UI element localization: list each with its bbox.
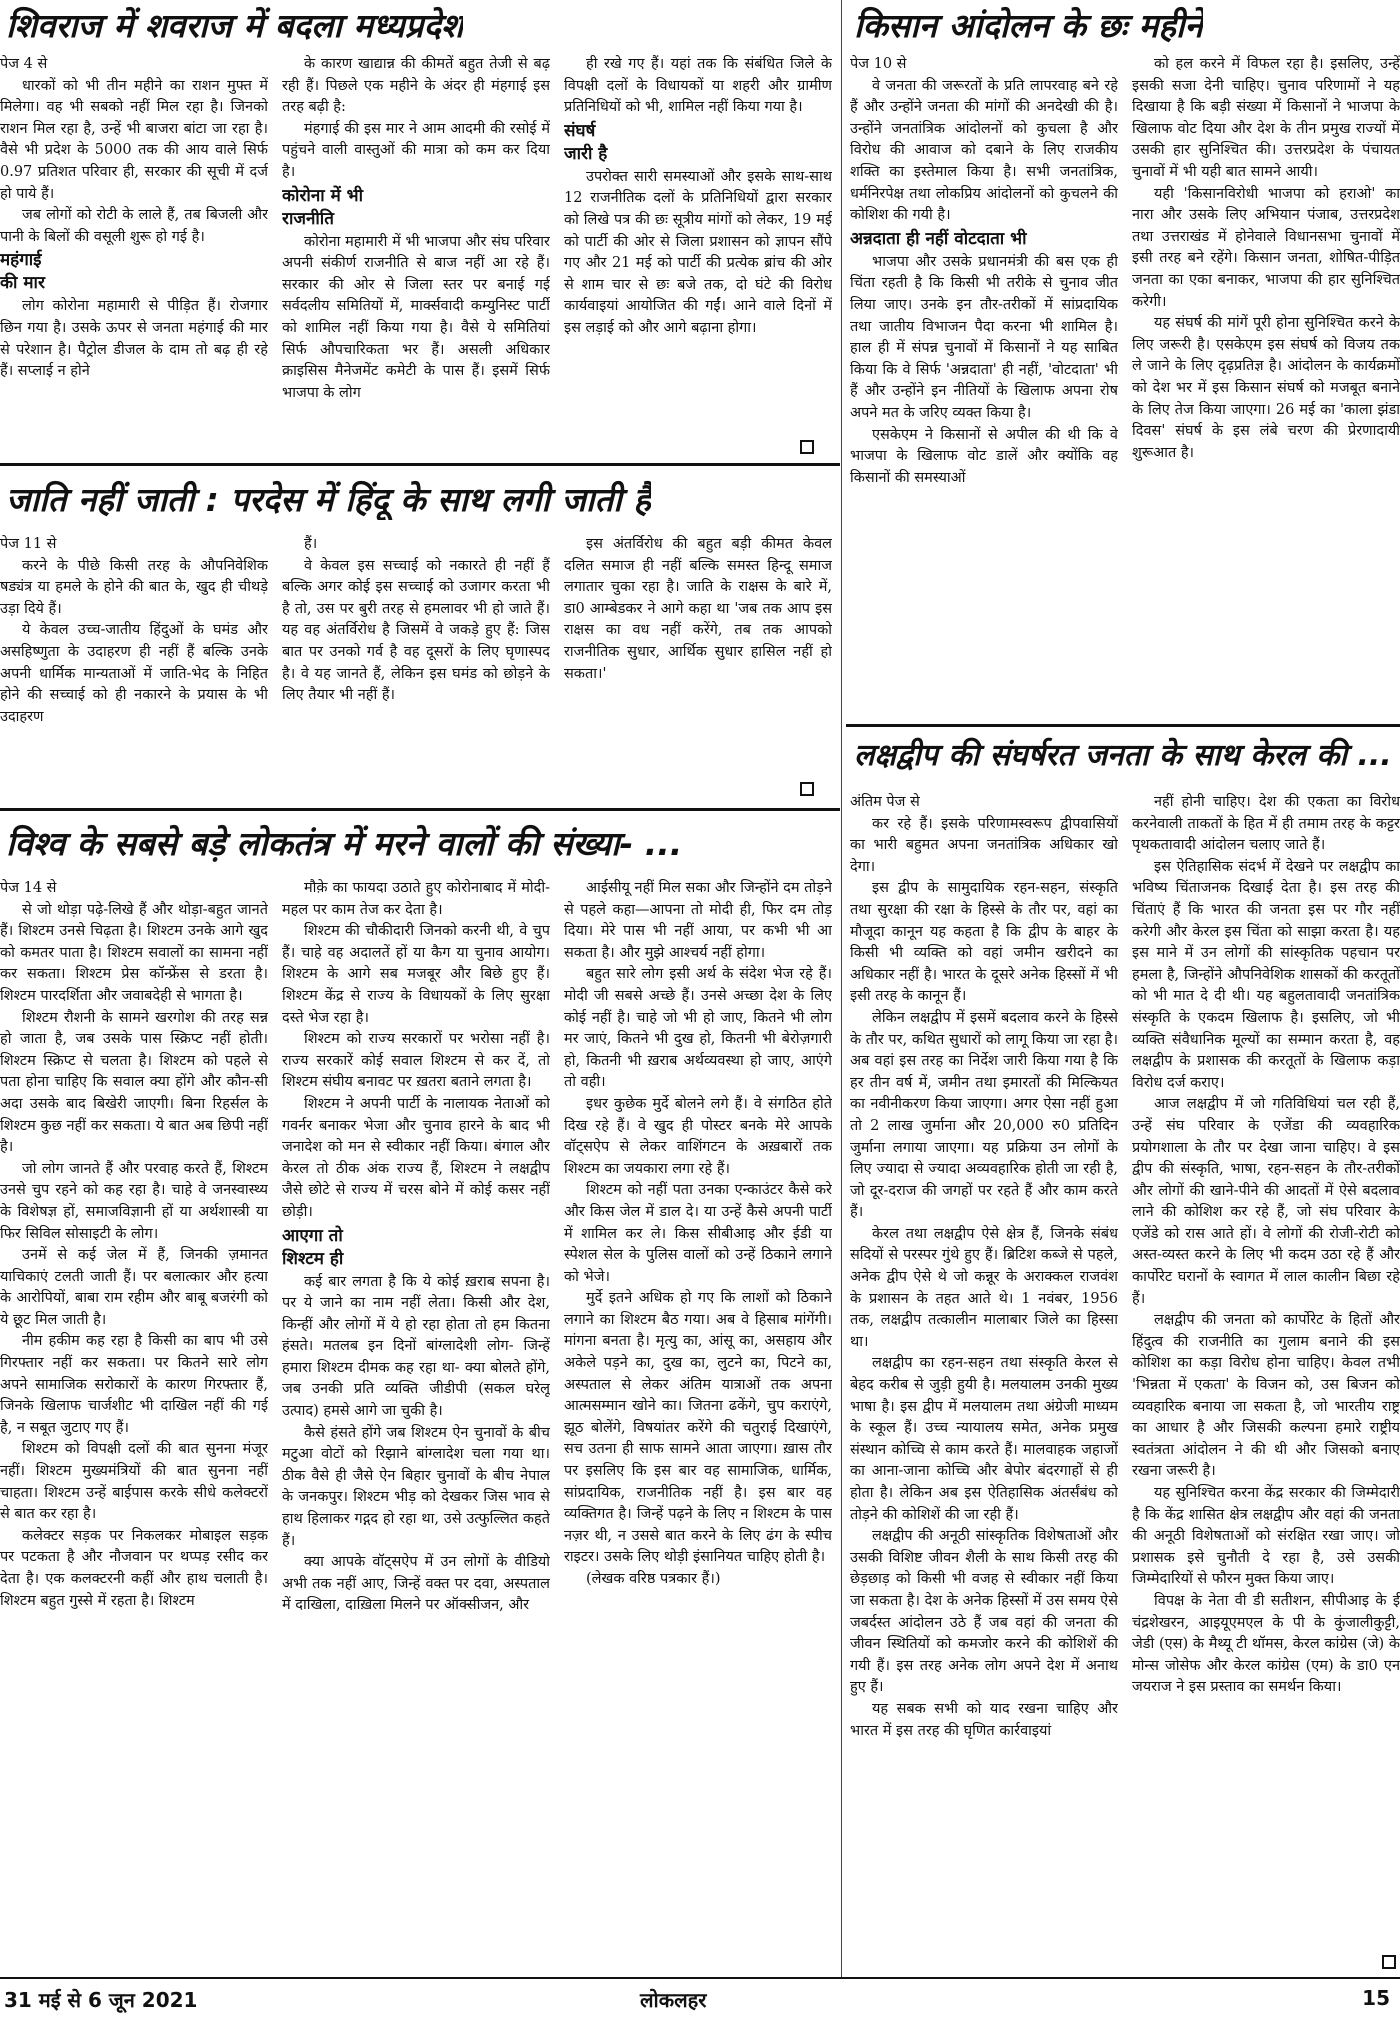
paragraph: बहुत सारे लोग इसी अर्थ के संदेश भेज रहे हैं। मोदी जी सबसे अच्छे हैं। उनसे अच्छा देश के लिए कोई नहीं है। चाहे जो भी हो जाए, कितने भी लोग मर जाएं, कितने भी दुख हो, कितनी भी बेरोज़गारी हो, कितनी भी ख़राब अर्थव्यवस्था हो जाए, आएंगे तो वही। [564, 966, 832, 1091]
paragraph: जो लोग जानते हैं और परवाह करते हैं, शिश्टम उनसे चुप रहने को कह रहा है। चाहे वे जनस्वास्थ्य के विशेषज्ञ हों, समाजविज्ञानी हों या अर्थशास्त्री या फिर सिविल सोसाइटी के लोग। [0, 1160, 268, 1242]
text-column [0, 534, 268, 802]
paragraph: शिश्टम रौशनी के सामने खरगोश की तरह सन्न हो जाता है, जब उसके पास स्क्रिप्ट नहीं होती। शिश्टम स्क्रिप्ट से चलता है। शिश्टम को पहले से पता होना चाहिए कि सवाल क्या होंगे और कौन-सी अदा उसके बाद बिखेरी जाएगी। बिना रिहर्सल के शिश्टम कुछ नहीं कर सकता। ये बात अब छिपी नहीं है। [0, 1009, 268, 1156]
paragraph: एसकेएम ने किसानों से अपील की थी कि वे भाजपा के खिलाफ वोट डालें और क्योंकि वह किसानों की समस्याओं [850, 426, 1118, 486]
subheading: संघर्ष [564, 120, 596, 141]
paragraph: विपक्ष के नेता वी डी सतीशन, सीपीआइ के ई चंद्रशेखरन, आइयूएमएल के पी के कुंजालीकुट्टी, जेडी (एस) के मैथ्यू टी थॉमस, केरल कांग्रेस (जे) के मोन्स जोसेफ और केरल कांग्रेस (एम) के डा0 एन जयराज ने इस प्रस्ताव का समर्थन किया। [1132, 1592, 1400, 1696]
paragraph: मुर्दे इतने अधिक हो गए कि लाशों को ठिकाने लगाने का शिश्टम बैठ गया। अब वे हिसाब मांगेंगी। मांगना बनता है। मृत्यु का, आंसू का, असहाय और अकेले पड़ने का, दुख का, लुटने का, पिटने का, अस्पताल से लेकर अंतिम यात्राओं तक अपना आत्मसम्मान खोने का। जितना ढकेंगे, चुप कराएंगे, झूठ बोलेंगे, विषयांतर करेंगे की चतुराई दिखाएंगे, सच उतना ही साफ सामने आता जाएगा। ख़ास तौर पर इसलिए कि इस बार वह सामाजिक, धार्मिक, सांप्रदायिक, राजनीतिक नहीं है। इस बार वह व्यक्तिगत है। जिन्हें पढ़ने के लिए न शिश्टम के पास नज़र थी, न उससे बात करने के लिए ढंग के स्पीच राइटर। उसके लिए थोड़ी इंसानियत चाहिए होती है। [564, 1290, 832, 1566]
paragraph: धारकों को भी तीन महीने का राशन मुफ्त में मिलेगा। वह भी सबको नहीं मिल रहा है। जिनको राशन मिल रहा है, उन्हें भी बाजरा बांटा जा रहा है। वैसे भी प्रदेश के 5000 तक की आय वाले सिर्फ 0.97 प्रतिशत परिवार ही, सरकार की सूची में दर्ज हो पाये हैं। [0, 77, 268, 202]
paragraph: शिश्टम को विपक्षी दलों की बात सुनना मंजूर नहीं। शिश्टम मुख्यमंत्रियों की बात सुनना नहीं चाहता। शिश्टम उन्हें बाईपास करके सीधे कलेक्टरों से बात कर रहा है। [0, 1441, 268, 1523]
text-column [282, 878, 550, 1978]
text-column [0, 54, 268, 458]
paragraph: यह सबक सभी को याद रखना चाहिए और भारत में इस तरह की घृणित कार्रवाइयां [850, 1700, 1118, 1739]
paragraph: कई बार लगता है कि ये कोई ख़राब सपना है। पर ये जाने का नाम नहीं लेता। किसी और देश, किन्हीं और लोगों में ये हो रहा होता तो हम कितना हंसते। मतलब इन दिनों बांग्लादेशी लोग- जिन्हें हमारा शिश्टम दीमक कह रहा था- क्या बोलते होंगे, जब उनकी प्रति व्यक्ति जीडीपी (सकल घरेलू उत्पाद) हमसे आगे जा चुकी है। [282, 1273, 550, 1420]
subheading: शिश्टम ही [282, 1248, 344, 1269]
text-column [282, 54, 550, 458]
article-body [0, 534, 832, 802]
paragraph: पेज 14 से [0, 880, 57, 896]
paragraph: शिश्टम की चौकीदारी जिनको करनी थी, वे चुप हैं। चाहे वह अदालतें हों या कैग या चुनाव आयोग। शिश्टम के आगे सब मजबूर और बिछे हुए हैं। शिश्टम केंद्र से राज्य के विधायकों के लिए सुरक्षा दस्ते भेज रहा है। [282, 923, 550, 1026]
paragraph: लक्षद्वीप का रहन-सहन तथा संस्कृति केरल से बेहद करीब से जुड़ी हुयी है। मलयालम उनकी मुख्य भाषा है। इस द्वीप में मलयालम तथा अंग्रेजी माध्यम के स्कूल हैं। उच्च न्यायालय समेत, अनेक प्रमुख संस्थान कोच्चि से काम करते हैं। मालवाहक जहाजों का आना-जाना कोच्चि और बेपोर बंदरगाहों से ही होता है। लेकिन अब इस ऐतिहासिक अंतर्संबंध को तोड़ने की कोशिशें की जा रही हैं। [850, 1355, 1118, 1523]
article-headline: लक्षद्वीप की संघर्षरत जनता के साथ केरल की ... [854, 738, 1392, 773]
paragraph: कर रहे हैं। इसके परिणामस्वरूप द्वीपवासियों का भारी बहुमत अपना जनतांत्रिक अधिकार खो देगा। [850, 815, 1118, 875]
page-footer [0, 1978, 1400, 2018]
article-lakshadweep [850, 730, 1400, 1978]
paragraph: आईसीयू नहीं मिल सका और जिन्होंने दम तोड़ने से पहले कहा—आपना तो मोदी ही, फिर दम तोड़ दिया। मेरे पास भी नहीं आया, पर कभी भी आ सकता है। और मुझे आश्चर्य नहीं होगा। [564, 880, 832, 961]
paragraph: मंहगाई की इस मार ने आम आदमी की रसोई में पहुंचने वाली वास्तुओं की मात्रा को कम कर दिया है। [282, 120, 550, 180]
issue-date: 31 मई से 6 जून 2021 [4, 1988, 198, 2012]
paragraph: क्या आपके वॉट्सऐप में उन लोगों के वीडियो अभी तक नहीं आए, जिन्हें वक्त पर दवा, अस्पताल में दाखिला, दाख़िला मिलने पर ऑक्सीजन, और [282, 1554, 550, 1614]
text-column [0, 878, 268, 1978]
paragraph: केरल तथा लक्षद्वीप ऐसे क्षेत्र हैं, जिनके संबंध सदियों से परस्पर गुंथे हुए हैं। ब्रिटिश कब्जे से पहले, अनेक द्वीप ऐसे थे जो कन्नूर के अराक्कल राजवंश के प्रशासन के तहत आते थे। 1 नवंबर, 1956 तक, लक्षद्वीप तत्कालीन मालाबार जिले का हिस्सा था। [850, 1225, 1118, 1350]
paragraph: लक्षद्वीप की अनूठी सांस्कृतिक विशेषताओं और उसकी विशिष्ट जीवन शैली के साथ किसी तरह की छेड़छाड़ को किसी भी वजह से स्वीकार नहीं किया जा सकता है। देश के अनेक हिस्सों में उस समय ऐसे जबर्दस्त आंदोलन उठे हैं जब वहां की जनता की जीवन स्थितियों को कमजोर करने की कोशिशें की गयी हैं। इस तरह अनेक लोग अपने देश में अनाथ हुए हैं। [850, 1528, 1118, 1696]
paragraph: कोरोना महामारी में भी भाजपा और संघ परिवार अपनी संकीर्ण राजनीति से बाज नहीं आ रहे हैं। सरकार की ओर से जिला स्तर पर बनाई गई सर्वदलीय समितियों में, मार्क्सवादी कम्युनिस्ट पार्टी को शामिल नहीं किया गया है। वैसे ये समितियां सिर्फ औपचारिकता भर हैं। असली अधिकार क्राइसिस मैनेजमेंट कमेटी के पास हैं। इसमें सिर्फ भाजपा के लोग [282, 233, 550, 401]
paragraph: भाजपा और उसके प्रधानमंत्री की बस एक ही चिंता रहती है कि किसी भी तरीके से चुनाव जीत लिया जाए। उनके इन तौर-तरीकों में सांप्रदायिक तथा जातीय विभाजन पैदा करना भी शामिल है। हाल ही में संपन्न चुनावों में किसानों ने यह साबित किया कि वे सिर्फ 'अन्नदाता' ही नहीं, 'वोटदाता' भी हैं और उन्होंने इन नीतियों के खिलाफ अपना रोष अपने मत के जरिए व्यक्त किया है। [850, 253, 1118, 421]
paragraph: मौक़े का फायदा उठाते हुए कोरोनाबाद में मोदी-महल पर काम तेज कर देता है। [282, 880, 550, 918]
paragraph: नीम हकीम कह रहा है किसी का बाप भी उसे गिरफ्तार नहीं कर सकता। पर कितने सारे लोग अपने सामाजिक सरोकारों के कारण गिरफ्तार हैं, जिनके खिलाफ चार्जशीट भी दाखिल नहीं की गई है, न सबूत जुटाए गए हैं। [0, 1333, 268, 1436]
article-headline: जाति नहीं जाती : परदेस में हिंदू के साथ लगी जाती है [6, 480, 651, 519]
paragraph: वे जनता की जरूरतों के प्रति लापरवाह बने रहे हैं और उन्होंने जनता की मांगों की अनदेखी की है। उन्होंने जनतांत्रिक आंदोलनों को कुचला है और विरोध की आवाज को दबाने के लिए राजकीय शक्ति का इस्तेमाल किया है। सभी जनतांत्रिक, धर्मनिरपेक्ष तथा लोकप्रिय आंदोलनों को कुचलने की कोशिश की गयी है। [850, 77, 1118, 224]
paragraph: लेकिन लक्षद्वीप में इसमें बदलाव करने के हिस्से के तौर पर, कथित सुधारों को लागू किया जा रहा है। अब वहां इस तरह का निर्देश जारी किया गया है कि हर तीन वर्ष में, जमीन तथा इमारतों की मिल्कियत का नवीनीकरण किया जाएगा। अगर ऐसा नहीं हुआ तो 2 लाख जुर्माना और 20,000 रु0 प्रतिदिन जुर्माना लगाया जाएगा। यह प्रक्रिया उन लोगों के लिए ज्यादा से ज्यादा अव्यवहारिक होती जा रही है, जो दूर-दराज की जगहों पर रहते हैं और काम करते हैं। [850, 1009, 1118, 1221]
text-column [564, 534, 832, 802]
paragraph: उपरोक्त सारी समस्याओं और इसके साथ-साथ 12 राजनीतिक दलों के प्रतिनिधियों द्वारा सरकार को लिखे पत्र की छः सूत्रीय मांगों को लेकर, 19 मई को पार्टी की ओर से जिला प्रशासन को ज्ञापन सौंपे गए और 21 मई को पार्टी की प्रत्येक ब्रांच की ओर से शाम चार से छः बजे तक, दो घंटे की विरोध कार्यवाइयां आयोजित की गईं। आने वाले दिनों में इस लड़ाई को और आगे बढ़ाना होगा। [564, 168, 832, 336]
subheading: कोरोना में भी [282, 185, 364, 206]
article-kisan [850, 6, 1400, 721]
paragraph: नहीं होनी चाहिए। देश की एकता का विरोध करनेवाली ताकतों के हित में ही तमाम तरह के कट्टर पृथकतावादी आंदोलन चलाए जाते हैं। [1132, 794, 1400, 854]
text-column [850, 792, 1118, 1978]
paragraph: यह सुनिश्चित करना केंद्र सरकार की जिम्मेदारी है कि केंद्र शासित क्षेत्र लक्षद्वीप और वहां की जनता की अनूठी विशेषताओं को संरक्षित रखा जाए। जो प्रशासक इसे चुनौती दे रहा है, उसे उसकी जिम्मेदारियों से फौरन मुक्त किया जाए। [1132, 1485, 1400, 1588]
section-divider [0, 808, 840, 811]
paragraph: वे केवल इस सच्चाई को नकारते ही नहीं हैं बल्कि अगर कोई इस सच्चाई को उजागर करता भी है तो, उस पर बुरी तरह से हमलावर भी हो जाते हैं। यह वह अंतर्विरोध है जिसमें वे जकड़े हुए हैं: जिस बात पर उनको गर्व है वह दूसरों के लिए घृणास्पद है। वे यह जानते हैं, लेकिन इस घमंड को छोड़ने के लिए तैयार भी नहीं हैं। [282, 557, 550, 704]
paragraph: जब लोगों को रोटी के लाले हैं, तब बिजली और पानी के बिलों की वसूली शुरू हो गई है। [0, 207, 268, 245]
paragraph: लोग कोरोना महामारी से पीड़ित हैं। रोजगार छिन गया है। उसके ऊपर से जनता महंगाई की मार से परेशान है। पैट्रोल डीजल के दाम तो बढ़ ही रहे हैं। सप्लाई न होने [0, 298, 268, 380]
paragraph: कलेक्टर सड़क पर निकलकर मोबाइल सड़क पर पटकता है और नौजवान पर थप्पड़ रसीद कर देता है। एक कलक्टरनी कहीं और हाथ चलाती है। शिश्टम बहुत गुस्से में रहता है। शिश्टम [0, 1527, 268, 1609]
article-body [0, 54, 832, 458]
text-column [282, 534, 550, 802]
paragraph: को हल करने में विफल रहा है। इसलिए, उन्हें इसकी सजा देनी चाहिए। चुनाव परिणामों ने यह दिखाया है कि बड़ी संख्या में किसानों ने भाजपा के खिलाफ वोट दिया और देश के तीन प्रमुख राज्यों में उसकी हार सुनिश्चित की। उत्तरप्रदेश के पंचायत चुनावों में भी यही बात सामने आयी। [1132, 56, 1400, 180]
subheading: अन्नदाता ही नहीं वोटदाता भी [850, 228, 1027, 249]
text-column [564, 54, 832, 458]
paragraph: पेज 4 से [0, 56, 48, 72]
page-number: 15 [1362, 1986, 1390, 2010]
subheading: महंगाई [0, 250, 42, 271]
paragraph: पेज 11 से [0, 536, 57, 552]
text-column [1132, 792, 1400, 1978]
article-body [850, 792, 1400, 1978]
subheading: की मार [0, 273, 45, 294]
paragraph: करने के पीछे किसी तरह के औपनिवेशिक षड्यंत्र या हमले के होने की बात के, खुद ही चीथड़े उड़ा दिये हैं। [0, 557, 268, 617]
paragraph: हैं। [304, 536, 318, 552]
paragraph: इस ऐतिहासिक संदर्भ में देखने पर लक्षद्वीप का भविष्य चिंताजनक दिखाई देता है। इस तरह की चिंताएं हैं कि भारत की जनता इस पर गौर नहीं करेगी और केरल इस चिंता को साझा करता है। यह इस माने में उन लोगों की सांस्कृतिक पहचान पर हमला है, जिन्होंने औपनिवेशिक शासकों की करतूतों को भी मात दे दी थी। यह बहुलतावादी जनतांत्रिक संस्कृति के एकदम खिलाफ है। इसलिए, जो भी व्यक्ति संवैधानिक मूल्यों का सम्मान करता है, वह लक्षद्वीप के प्रशासक की करतूतों के खिलाफ कड़ा विरोध दर्ज कराए। [1132, 858, 1400, 1091]
article-headline: विश्व के सबसे बड़े लोकतंत्र में मरने वालों की संख्या- ... [6, 824, 683, 863]
paragraph: शिश्टम को नहीं पता उनका एन्काउंटर कैसे करे और किस जेल में डाल दे। या उन्हें कैसे अपनी पार्टी में शामिल कर ले। किस सीबीआइ और ईडी या स्पेशल सेल के पुलिस वालों को उन्हें ठिकाने लगाने को भेजे। [564, 1182, 832, 1285]
section-divider [846, 724, 1400, 727]
column-divider [841, 0, 842, 1978]
end-mark [800, 440, 814, 454]
end-mark [1382, 1955, 1396, 1969]
paragraph: यह संघर्ष की मांगें पूरी होना सुनिश्चित करने के लिए जरूरी है। एसकेएम इस संघर्ष को विजय तक ले जाने के लिए दृढ़प्रतिज्ञ है। आंदोलन के कार्यक्रमों को देश भर में इस किसान संघर्ष को मजबूत बनाने के लिए तेज किया जाएगा। 26 मई का 'काला झंडा दिवस' संघर्ष के इस लंबे चरण की प्रेरणादायी शुरूआत है। [1132, 315, 1400, 461]
paragraph: अंतिम पेज से [850, 794, 920, 810]
subheading: जारी है [564, 143, 608, 164]
newspaper-name: लोकलहर [640, 1988, 707, 2012]
text-column [1132, 54, 1400, 721]
paragraph: से जो थोड़ा पढ़े-लिखे हैं और थोड़ा-बहुत जानते हैं। शिश्टम उनसे चिढ़ता है। शिश्टम उनके आगे खुद को कमतर पाता है। शिश्टम सवालों का सामना नहीं कर सकता। शिश्टम प्रेस कॉन्फ्रेंस से डरता है। शिश्टम पारदर्शिता और जवाबदेही से भागता है। [0, 901, 268, 1004]
subheading: राजनीति [282, 208, 334, 229]
paragraph: कैसे हंसते होंगे जब शिश्टम ऐन चुनावों के बीच मटुआ वोटों को रिझाने बांग्लादेश चला गया था। ठीक वैसे ही जैसे ऐन बिहार चुनावों के बीच नेपाल के जनकपुर। शिश्टम भीड़ को देखकर जिस भाव से हाथ हिलाकर गद्गद हो रहा था, उसे उत्फुल्लित कहते हैं। [282, 1424, 550, 1549]
paragraph: शिश्टम ने अपनी पार्टी के नालायक नेताओं को गवर्नर बनाकर भेजा और चुनाव हारने के बाद भी जनादेश को मन से स्वीकार नहीं किया। बंगाल और केरल तो ठीक अंक राज्य हैं, शिश्टम ने लक्षद्वीप जैसे छोटे से राज्य में चरस बोने में कोई कसर नहीं छोड़ी। [282, 1095, 550, 1220]
paragraph: ही रखे गए हैं। यहां तक कि संबंधित जिले के विपक्षी दलों के विधायकों या शहरी और ग्रामीण प्रतिनिधियों को भी, शामिल नहीं किया गया है। [564, 56, 832, 116]
end-mark [800, 782, 814, 796]
paragraph: शिश्टम को राज्य सरकारों पर भरोसा नहीं है। राज्य सरकारें कोई सवाल शिश्टम से कर दें, तो शिश्टम संघीय बनावट पर ख़तरा बताने लगता है। [282, 1031, 550, 1091]
paragraph: आज लक्षद्वीप में जो गतिविधियां चल रही हैं, उन्हें संघ परिवार के एजेंडा की व्यवहारिक प्रयोगशाला के तौर पर देखा जाना चाहिए। वे इस द्वीप की संस्कृति, भाषा, रहन-सहन के तौर-तरीकों और लोगों की खाने-पीने की आदतों में ऐसे बदलाव लाने की कोशिश कर रहे हैं, जो संघ परिवार के एजेंडे को रास आते हों। वे लोगों की रोजी-रोटी को अस्त-व्यस्त करने के लिए भी कदम उठा रहे हैं और कार्पोरेट घरानों के स्वागत में लाल कालीन बिछा रहे हैं। [1132, 1096, 1400, 1307]
paragraph: इस द्वीप के सामुदायिक रहन-सहन, संस्कृति तथा सुरक्षा की रक्षा के हिस्से के तौर पर, वहां का मौजूदा कानून यह कहता है कि द्वीप के बाहर के किसी भी व्यक्ति को वहां जमीन खरीदने का अधिकार नहीं है। भारत के दूसरे अनेक हिस्सों में भी इसी तरह के कानून हैं। [850, 880, 1118, 1005]
text-column [564, 878, 832, 1978]
paragraph: लक्षद्वीप की जनता को कार्पोरेट के हितों और हिंदुत्व की राजनीति का गुलाम बनाने की इस कोशिश का कड़ा विरोध होना चाहिए। केवल तभी 'भिन्नता में एकता' के विजन को, उस बिजन को व्यवहारिक बनाया जा सकता है, जो भारतीय राष्ट्र का आधार है और जिसकी कल्पना हमारे राष्ट्रीय स्वतंत्रता आंदोलन ने की थी और जिसको बनाए रखना जरूरी है। [1132, 1312, 1400, 1480]
text-column [850, 54, 1118, 721]
paragraph: ये केवल उच्च-जातीय हिंदुओं के घमंड और असहिष्णुता के उदाहरण ही नहीं हैं बल्कि उनके अपनी धार्मिक मान्यताओं में जाति-भेद के निहित होने की सच्चाई को ही नकारने के प्रयास के भी उदाहरण [0, 622, 268, 725]
subheading: आएगा तो [282, 1225, 343, 1246]
article-shivraj [0, 6, 832, 458]
paragraph: यही 'किसानविरोधी भाजपा को हराओ' का नारा और उसके लिए अभियान पंजाब, उत्तरप्रदेश तथा उत्तराखंड में होनेवाले विधानसभा चुनावों में इसी तरह बने रहेंगे। किसान जनता, शोषित-पीड़ित जनता का एका बनाकर, भाजपा की हार सुनिश्चित करेगी। [1132, 185, 1400, 310]
paragraph: उनमें से कई जेल में हैं, जिनकी ज़मानत याचिकाएं टलती जाती हैं। पर बलात्कार और हत्या के आरोपियों, बाबा राम रहीम और बाबू बजरंगी को ये छूट मिल जाती है। [0, 1247, 268, 1328]
article-body [850, 54, 1400, 721]
article-loktantra [0, 816, 832, 1978]
article-headline: किसान आंदोलन के छः महीने [854, 6, 1203, 45]
article-headline: शिवराज में शवराज में बदला मध्यप्रदेश [6, 6, 464, 45]
paragraph: (लेखक वरिष्ठ पत्रकार हैं।) [586, 1571, 721, 1587]
paragraph: पेज 10 से [850, 56, 907, 72]
section-divider [0, 463, 840, 466]
paragraph: इधर कुछेक मुर्दे बोलने लगे हैं। वे संगठित होते दिख रहे हैं। वे खुद ही पोस्टर बनके मेरे आपके वॉट्सऐप से लेकर वाशिंगटन के अख़बारों तक शिश्टम का जयकारा लगा रहे हैं। [564, 1095, 832, 1177]
article-jati [0, 472, 832, 802]
article-body [0, 878, 832, 1978]
paragraph: के कारण खाद्यान्न की कीमतें बहुत तेजी से बढ़ रही हैं। पिछले एक महीने के अंदर ही मंहगाई इस तरह बढ़ी है: [282, 56, 550, 116]
paragraph: इस अंतर्विरोध की बहुत बड़ी कीमत केवल दलित समाज ही नहीं बल्कि समस्त हिन्दू समाज लगातार चुका रहा है। जाति के राक्षस के बारे में, डा0 आम्बेडकर ने आगे कहा था 'जब तक आप इस राक्षस का वध नहीं करेंगे, तब तक आपको राजनीतिक सुधार, आर्थिक सुधार हासिल नहीं हो सकता।' [564, 536, 832, 682]
